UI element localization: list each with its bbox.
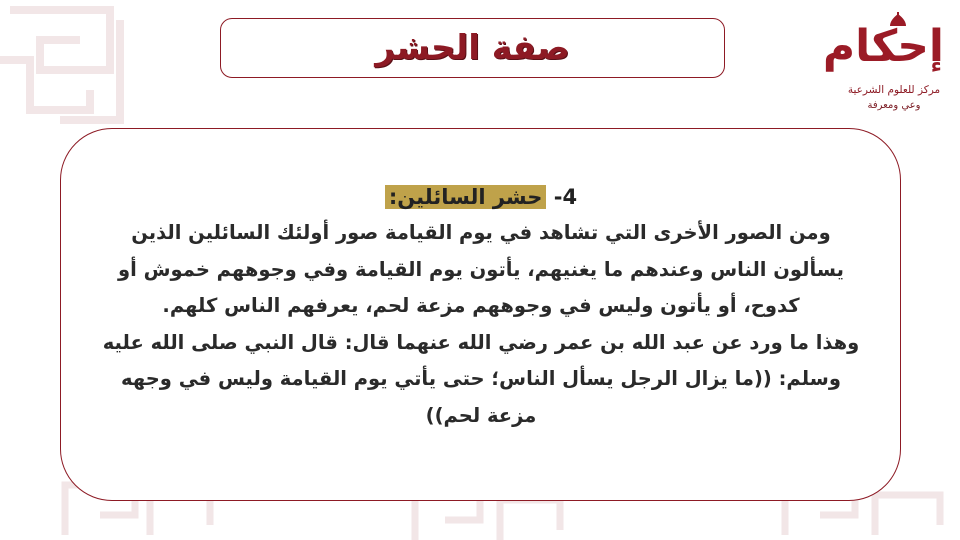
section-heading [101,181,861,213]
heading-number: 4- [553,185,578,209]
title-banner [220,18,725,78]
page-title: صفة الحشر [375,28,570,68]
heading-text: حشر السائلين: [385,185,547,209]
logo-wordmark: إحكام [822,21,944,72]
logo-tagline: وعي ومعرفة [867,100,921,111]
logo-subtitle: مركز للعلوم الشرعية [847,84,941,96]
paragraph-hadith: وهذا ما ورد عن عبد الله بن عمر رضي الله عنهما قال: قال النبي صلى الله عليه وسلم: ((ما يزال الرجل يسأل الناس؛ حتى يأتي يوم القيامة وليس في وجهه مزعة لحم)) [102,330,860,427]
corner-ornament-icon [0,0,150,140]
logo [822,6,956,116]
content-text [101,181,861,434]
paragraph-description: ومن الصور الأخرى التي تشاهد في يوم القيامة صور أولئك السائلين الذين يسألون الناس وعندهم ما يغنيهم، يأتون يوم القيامة وفي وجوههم خموش أو كدوح، أو يأتون وليس في وجوههم مزعة لحم، يعرفهم الناس كلهم. [118,221,844,317]
content-panel [60,128,901,501]
